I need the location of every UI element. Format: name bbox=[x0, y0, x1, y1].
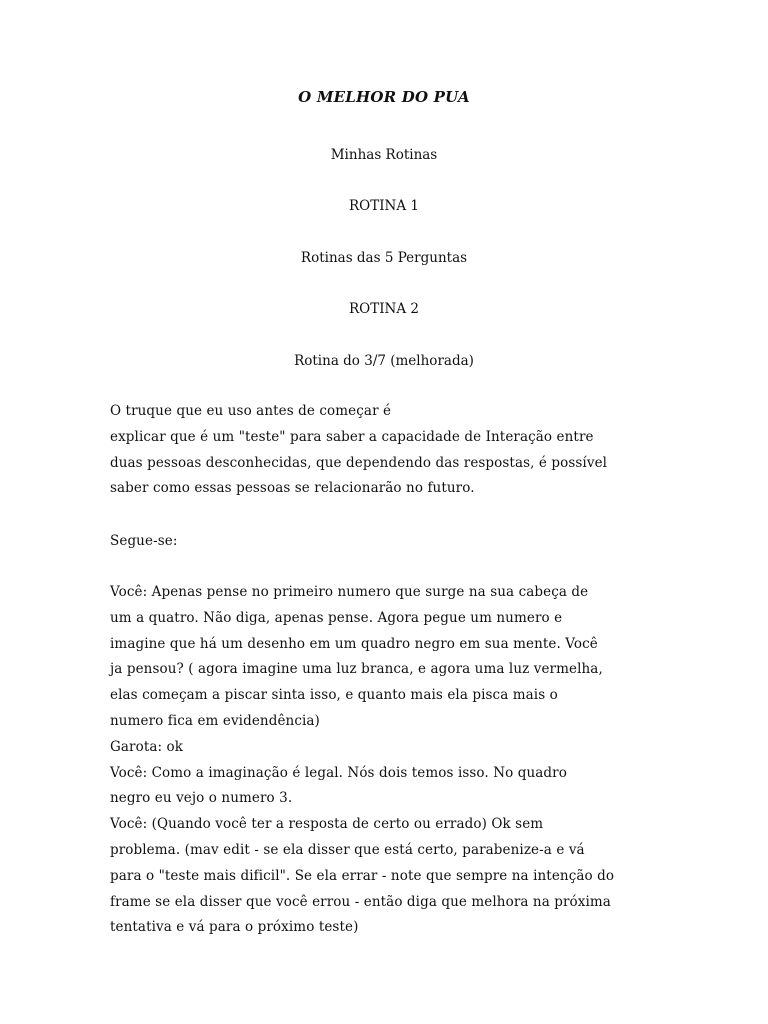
heading-rotina-3-7: Rotina do 3/7 (melhorada) bbox=[294, 353, 474, 369]
intro-line: explicar que é um "teste" para saber a capacidade de Interação entre bbox=[110, 428, 594, 445]
dialog-line: Garota: ok bbox=[110, 738, 184, 755]
dialog-line: problema. (mav edit - se ela disser que está certo, parabenize-a e vá bbox=[110, 841, 585, 858]
heading-rotina-1: ROTINA 1 bbox=[348, 198, 419, 214]
dialog-line: numero fica em evidendência) bbox=[110, 712, 320, 729]
dialog-line: negro eu vejo o numero 3. bbox=[110, 790, 293, 807]
heading-rotinas-5-perguntas: Rotinas das 5 Perguntas bbox=[300, 250, 468, 266]
dialog-line: para o "teste mais dificil". Se ela errar - note que sempre na intenção do bbox=[110, 867, 615, 884]
intro-paragraph bbox=[110, 399, 658, 502]
dialog-paragraph bbox=[110, 580, 658, 941]
dialog-line: Você: Apenas pense no primeiro numero que surge na sua cabeça de bbox=[110, 584, 589, 600]
heading-rotina-2: ROTINA 2 bbox=[348, 301, 419, 317]
segue-line: Segue-se: bbox=[110, 533, 178, 549]
intro-line: duas pessoas desconhecidas, que dependendo das respostas, é possível bbox=[110, 454, 608, 471]
heading-minhas-rotinas: Minhas Rotinas bbox=[330, 147, 438, 163]
dialog-line: elas começam a piscar sinta isso, e quanto mais ela pisca mais o bbox=[110, 687, 558, 704]
intro-line: saber como essas pessoas se relacionarão no futuro. bbox=[110, 480, 475, 497]
document-title: O MELHOR DO PUA bbox=[298, 88, 470, 106]
segue-paragraph bbox=[110, 529, 658, 555]
intro-line: O truque que eu uso antes de começar é bbox=[110, 403, 392, 419]
dialog-line: ja pensou? ( agora imagine uma luz branca, e agora uma luz vermelha, bbox=[110, 661, 603, 678]
dialog-line: frame se ela disser que você errou - então diga que melhora na próxima bbox=[110, 893, 611, 910]
dialog-line: um a quatro. Não diga, apenas pense. Agora pegue um numero e bbox=[110, 609, 563, 626]
dialog-line: Você: (Quando você ter a resposta de certo ou errado) Ok sem bbox=[110, 816, 544, 833]
dialog-line: Você: Como a imaginação é legal. Nós dois temos isso. No quadro bbox=[110, 764, 567, 781]
dialog-line: imagine que há um desenho em um quadro negro em sua mente. Você bbox=[110, 635, 598, 652]
dialog-line: tentativa e vá para o próximo teste) bbox=[110, 919, 359, 936]
